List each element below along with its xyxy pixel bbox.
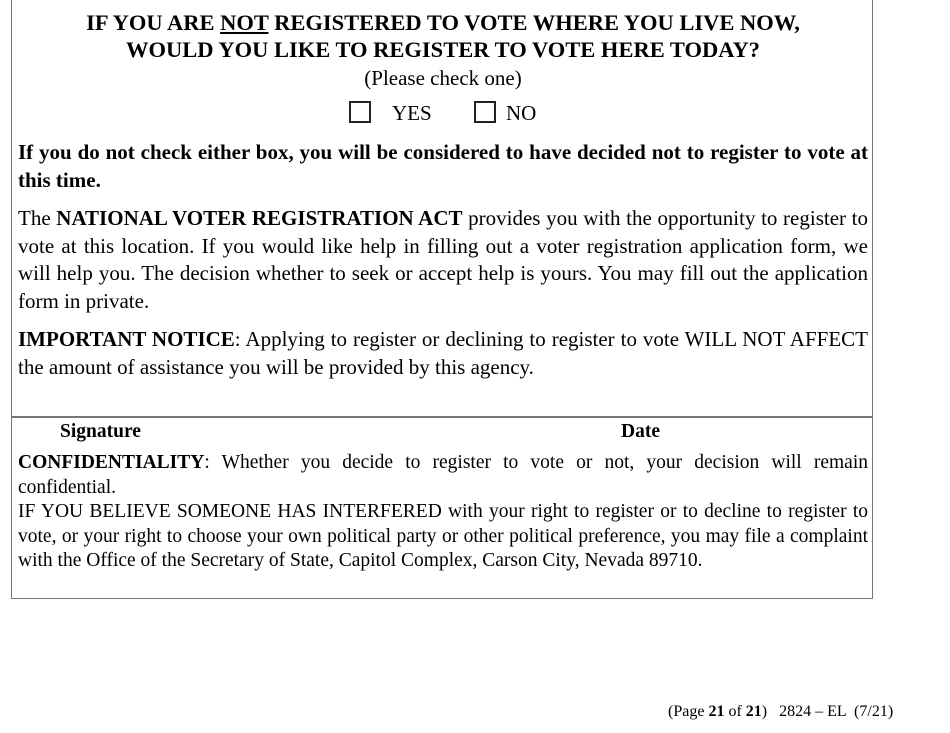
choice-group	[12, 98, 874, 128]
nvra-paragraph: The NATIONAL VOTER REGISTRATION ACT provides you with the opportunity to register to vote at this location. If you would like help in filling out a voter registration application form, we will help you. The decision whether to seek or accept help is yours. You may fill out the application form in private.	[18, 206, 868, 313]
confidentiality-paragraph: CONFIDENTIALITY: Whether you decide to register to vote or not, your decision will remain confidential.	[18, 452, 868, 498]
question-line-1: IF YOU ARE NOT REGISTERED TO VOTE WHERE YOU LIVE NOW,	[86, 10, 800, 35]
signature-row	[12, 420, 874, 444]
registration-question-box	[11, 0, 873, 417]
complaint-paragraph: IF YOU BELIEVE SOMEONE HAS INTERFERED with your right to register or to decline to register to vote, or your right to choose your own political party or other political preference, you may file a complaint with the Office of the Secretary of State, Capitol Complex, Carson City, Nevada 89710.	[18, 501, 868, 572]
no-checkbox[interactable]	[474, 101, 496, 123]
signature-box	[11, 417, 873, 599]
yes-checkbox[interactable]	[349, 101, 371, 123]
question-line-2: WOULD YOU LIKE TO REGISTER TO VOTE HERE TODAY?	[126, 37, 760, 62]
page-footer: (Page 21 of 21) 2824 – EL (7/21)	[668, 703, 894, 720]
instruction-text: (Please check one)	[364, 66, 522, 90]
important-notice: IMPORTANT NOTICE: Applying to register or declining to register to vote WILL NOT AFFECT the amount of assistance you will be provided by this agency.	[18, 327, 868, 379]
not-emphasis: NOT	[220, 10, 269, 35]
default-notice: If you do not check either box, you will be considered to have decided not to register to vote at this time.	[18, 140, 868, 192]
yes-label: YES	[392, 101, 432, 125]
date-label: Date	[621, 421, 660, 442]
no-label: NO	[506, 101, 537, 125]
signature-label: Signature	[60, 421, 141, 442]
